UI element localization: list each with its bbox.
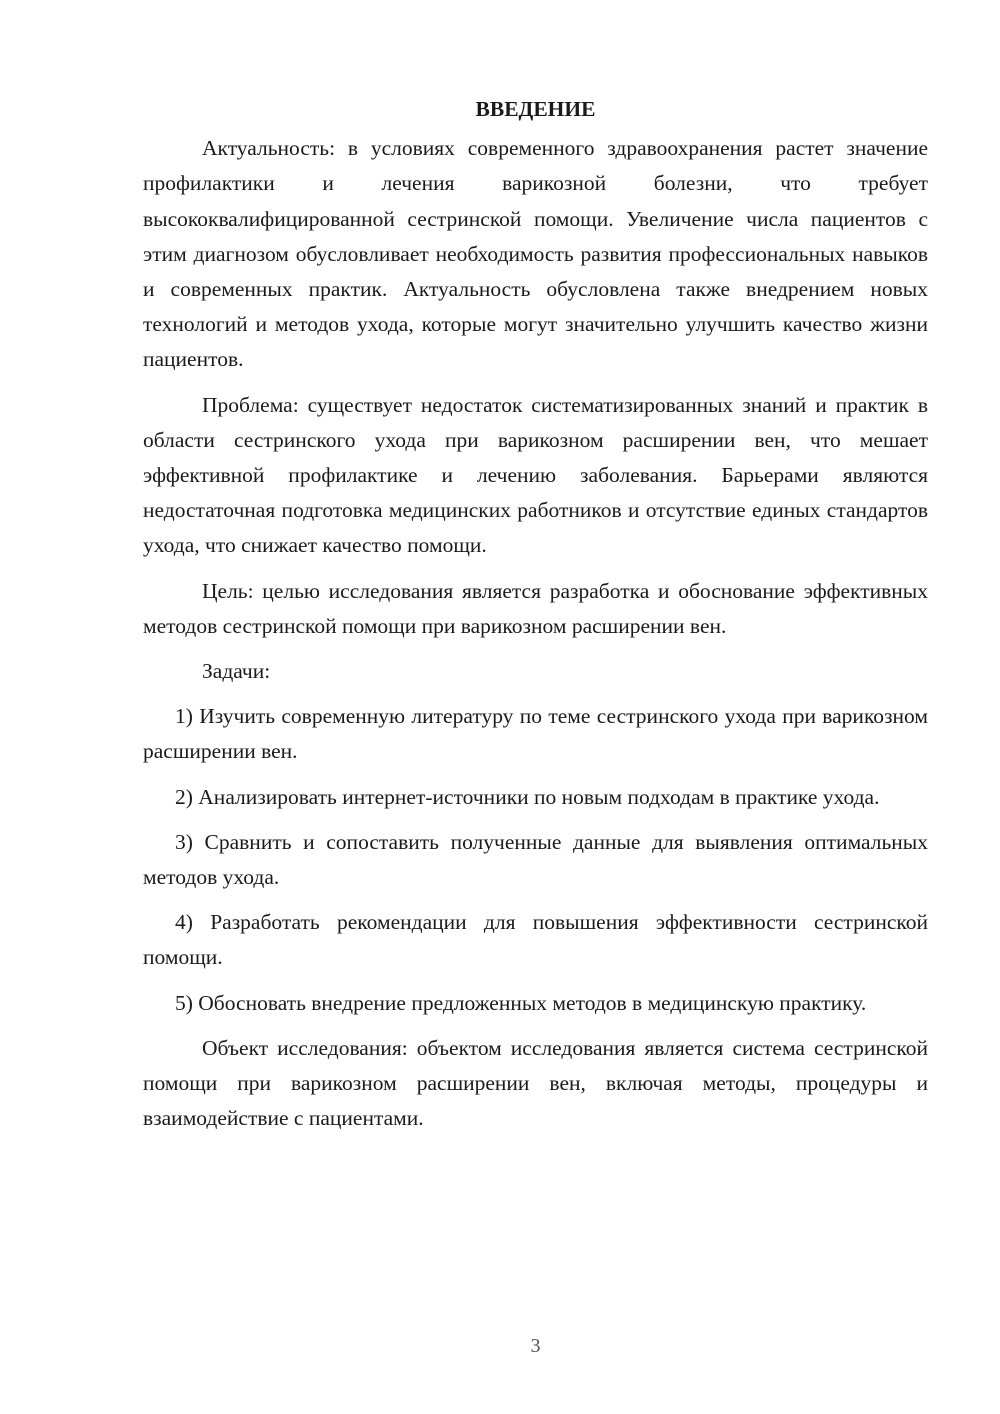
goal-paragraph: Цель: целью исследования является разработка и обоснование эффективных методов сестринской помощи при варикозном расширении вен. <box>143 578 928 638</box>
relevance-paragraph: Актуальность: в условиях современного здравоохранения растет значение профилактики и лечения варикозной болезни, что требует высококвалифицированной сестринской помощи. Увеличение числа пациентов с этим диагнозом обусловливает необходимость развития профессиональных навыков и современных практик. Актуальность обусловлена также внедрением новых технологий и методов ухода, которые могут значительно улучшить качество жизни пациентов. <box>143 136 928 372</box>
problem-paragraph: Проблема: существует недостаток систематизированных знаний и практик в области сестринского ухода при варикозном расширении вен, что мешает эффективной профилактике и лечению заболевания. Барьерами являются недостаточная подготовка медицинских работников и отсутствие единых стандартов ухода, что снижает качество помощи. <box>143 392 928 558</box>
tasks-label: Задачи: <box>202 659 271 684</box>
task-item: 1) Изучить современную литературу по теме сестринского ухода при варикозном расширении вен. <box>143 704 928 764</box>
section-heading: ВВЕДЕНИЕ <box>475 97 596 121</box>
task-item: 4) Разработать рекомендации для повышения эффективности сестринской помощи. <box>143 910 928 970</box>
task-item: 5) Обосновать внедрение предложенных методов в медицинскую практику. <box>175 990 867 1015</box>
page-number: 3 <box>530 1335 541 1357</box>
task-item: 2) Анализировать интернет-источники по новым подходам в практике ухода. <box>175 784 880 809</box>
tasks-list <box>143 699 928 1021</box>
task-item: 3) Сравнить и сопоставить полученные данные для выявления оптимальных методов ухода. <box>143 829 928 890</box>
object-paragraph: Объект исследования: объектом исследования является система сестринской помощи при варикозном расширении вен, включая методы, процедуры и взаимодействие с пациентами. <box>143 1035 928 1131</box>
document-page <box>143 92 928 1146</box>
